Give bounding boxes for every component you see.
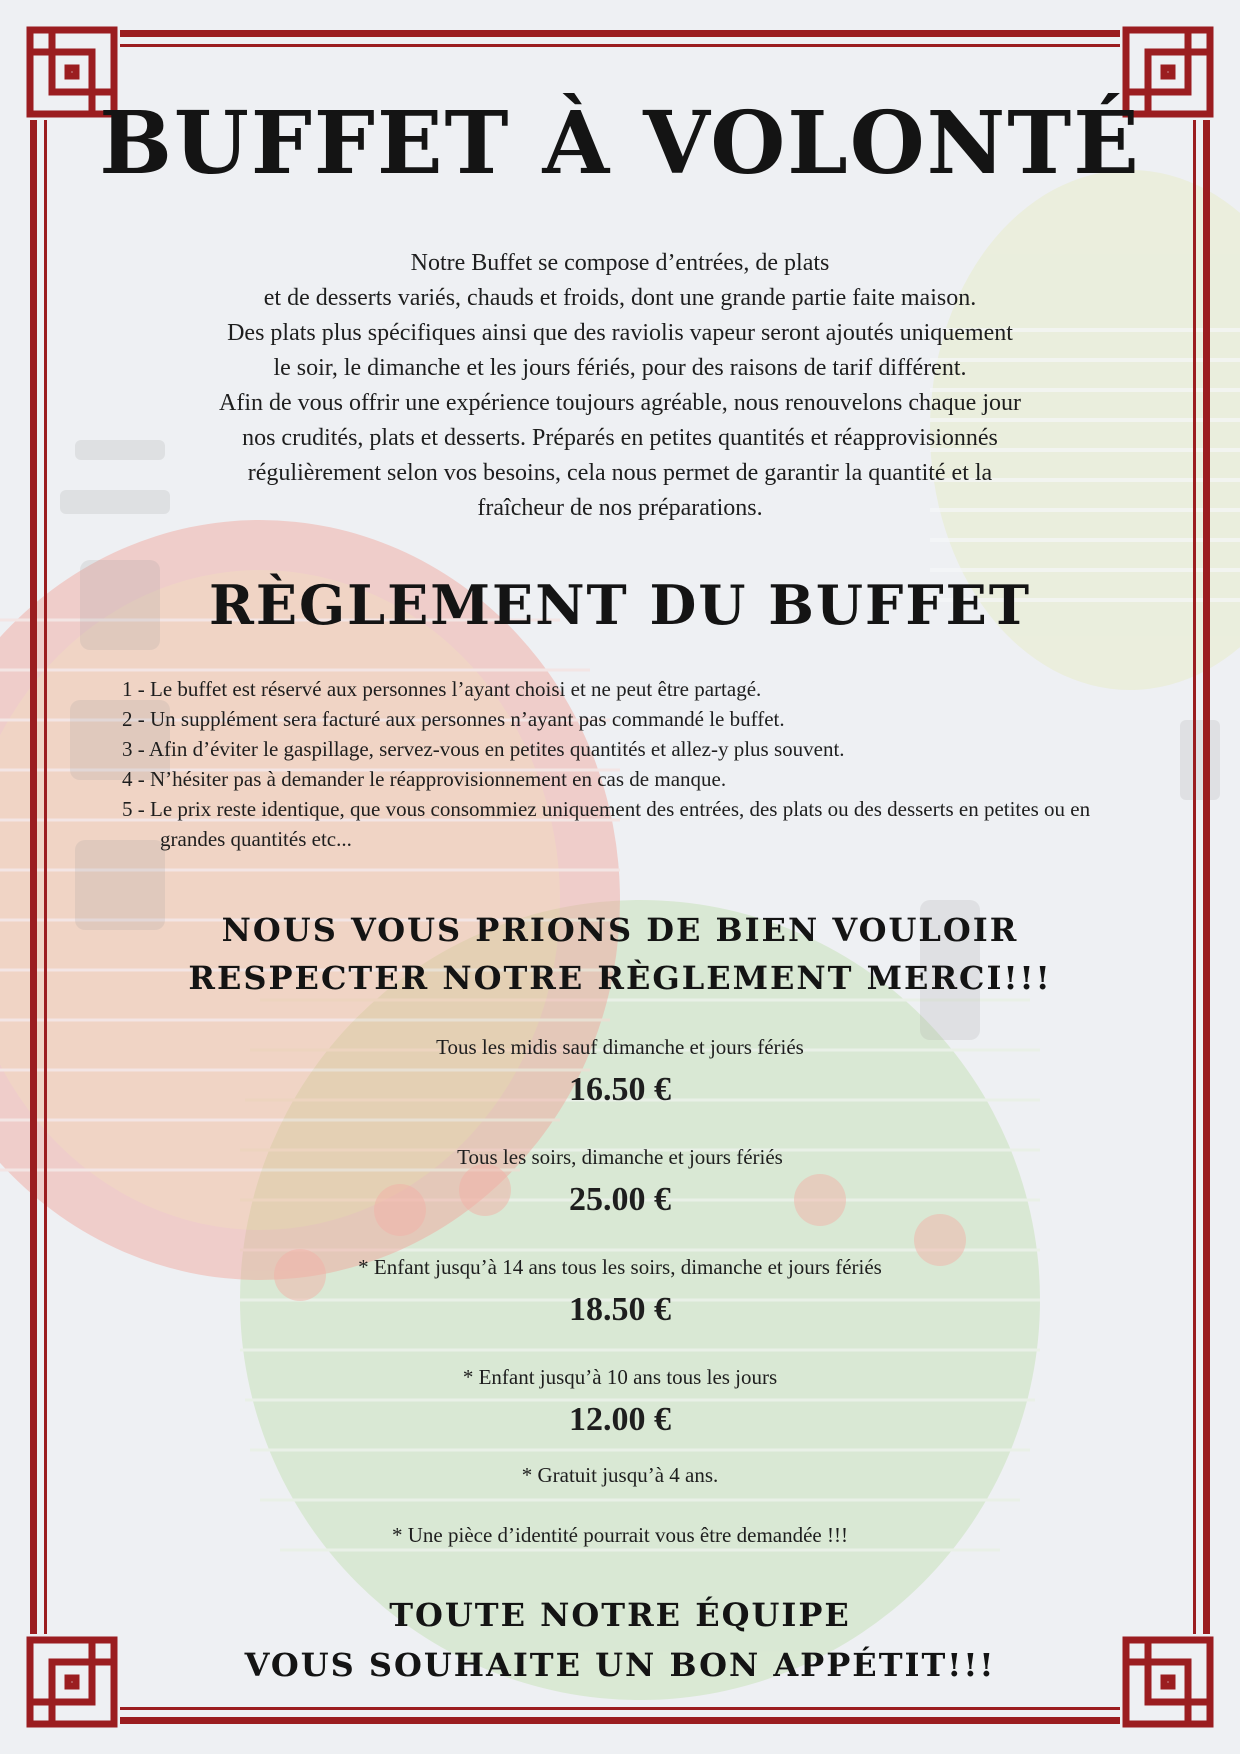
- intro-paragraph: [120, 246, 1120, 526]
- price-item: [80, 1252, 1160, 1362]
- rule-item: 4 - N’hésiter pas à demander le réapprovisionnement en cas de manque.: [122, 767, 727, 791]
- intro-line: Des plats plus spécifiques ainsi que des raviolis vapeur seront ajoutés uniquement: [227, 320, 1013, 346]
- price-list: [80, 1032, 1160, 1472]
- price-item: [80, 1032, 1160, 1142]
- intro-line: le soir, le dimanche et les jours fériés, pour des raisons de tarif différent.: [273, 355, 967, 381]
- id-required-note: * Une pièce d’identité pourrait vous être demandée !!!: [392, 1523, 848, 1547]
- rules-list: [122, 674, 1142, 854]
- intro-line: et de desserts variés, chauds et froids, dont une grande partie faite maison.: [263, 285, 977, 311]
- price-label: * Enfant jusqu’à 14 ans tous les soirs, dimanche et jours fériés: [358, 1255, 882, 1279]
- menu-content: [80, 80, 1160, 1684]
- price-label: Tous les midis sauf dimanche et jours fériés: [436, 1035, 804, 1059]
- rule-item: 5 - Le prix reste identique, que vous consommiez uniquement des entrées, des plats ou des desserts en petites ou en grandes quantités etc...: [122, 797, 1091, 851]
- closing-message: [80, 1590, 1160, 1690]
- price-value: 18.50 €: [569, 1291, 671, 1328]
- notice-line: RESPECTER NOTRE RÈGLEMENT MERCI!!!: [188, 959, 1052, 997]
- notice-line: NOUS VOUS PRIONS DE BIEN VOULOIR: [221, 911, 1019, 949]
- intro-line: nos crudités, plats et desserts. Préparés en petites quantités et réapprovisionnés: [242, 425, 998, 451]
- price-value: 12.00 €: [569, 1401, 671, 1438]
- price-item: [80, 1142, 1160, 1252]
- rule-item: 1 - Le buffet est réservé aux personnes l’ayant choisi et ne peut être partagé.: [122, 677, 762, 701]
- price-value: 25.00 €: [569, 1181, 671, 1218]
- rules-heading: RÈGLEMENT DU BUFFET: [208, 573, 1032, 637]
- price-value: 16.50 €: [569, 1071, 671, 1108]
- price-item: [80, 1362, 1160, 1472]
- price-label: * Enfant jusqu’à 10 ans tous les jours: [462, 1365, 778, 1389]
- rule-item: 2 - Un supplément sera facturé aux personnes n’ayant pas commandé le buffet.: [122, 707, 785, 731]
- intro-line: Afin de vous offrir une expérience toujours agréable, nous renouvelons chaque jour: [219, 390, 1021, 416]
- intro-line: régulièrement selon vos besoins, cela nous permet de garantir la quantité et la: [247, 460, 993, 486]
- closing-line: TOUTE NOTRE ÉQUIPE: [389, 1596, 851, 1634]
- closing-line: VOUS SOUHAITE UN BON APPÉTIT!!!: [244, 1646, 996, 1684]
- free-under-4-note: * Gratuit jusqu’à 4 ans.: [521, 1463, 719, 1487]
- price-label: Tous les soirs, dimanche et jours fériés: [457, 1145, 783, 1169]
- page-title: BUFFET À VOLONTÉ: [99, 93, 1141, 194]
- intro-line: Notre Buffet se compose d’entrées, de plats: [410, 250, 830, 276]
- rule-item: 3 - Afin d’éviter le gaspillage, servez-vous en petites quantités et allez-y plus souvent.: [122, 737, 845, 761]
- respect-rules-notice: [80, 906, 1160, 1002]
- intro-line: fraîcheur de nos préparations.: [477, 495, 763, 521]
